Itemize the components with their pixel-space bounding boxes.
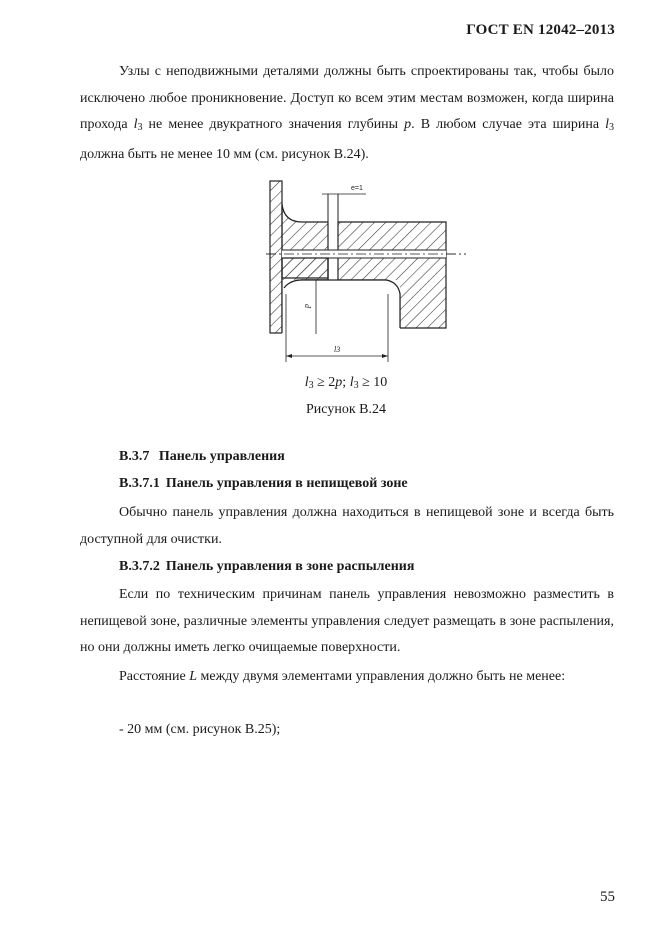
section-title: Панель управления: [158, 449, 285, 464]
technical-drawing: [262, 176, 472, 368]
section-number: В.3.7.1: [119, 476, 160, 491]
variable-l: l: [133, 117, 138, 132]
text-run: должна быть не менее 10 мм (см. рисунок В.24).: [80, 146, 369, 162]
variable-l: l: [605, 117, 610, 132]
section-number: В.3.7: [119, 449, 150, 464]
page-number: 55: [600, 889, 615, 905]
text-run: не менее двукратного значения глубины: [142, 117, 405, 132]
left-plate: [270, 181, 282, 333]
dim-p-label: p: [302, 304, 311, 308]
formula-var: l: [304, 375, 309, 390]
paragraph-b372-1: Если по техническим причинам панель управления невозможно разместить в непищевой зоне, различные элементы управления следует размещать в зоне распыления, но они должны иметь легко очищаемые поверхности.: [80, 587, 614, 655]
document-header: ГОСТ EN 12042–2013: [466, 22, 615, 38]
formula-text: ;: [342, 375, 350, 390]
paragraph-b371: Обычно панель управления должна находиться в непищевой зоне и всегда быть доступной для очистки.: [80, 505, 614, 547]
section-title: Панель управления в зоне распыления: [165, 559, 415, 574]
section-heading-b371: [119, 476, 408, 492]
subscript: 3: [609, 122, 615, 133]
list-item: - 20 мм (см. рисунок В.25);: [119, 722, 281, 737]
variable-p: p: [404, 117, 412, 132]
formula-text: ≥ 2: [313, 375, 336, 390]
text-run: между двумя элементами управления должно быть не менее:: [197, 669, 566, 684]
dim-e-label: e=1: [351, 185, 363, 192]
text-run: . В любом случае эта ширина: [411, 117, 606, 132]
dim-l3-label: l3: [334, 345, 341, 354]
formula-var: p: [335, 375, 343, 390]
variable-L: L: [189, 669, 198, 684]
text-run: Расстояние: [119, 669, 190, 684]
figure-caption: Рисунок В.24: [306, 402, 386, 417]
paragraph-intro: [80, 59, 614, 168]
paragraph-b372-2: [80, 664, 614, 691]
text-run: Узлы с неподвижными деталями должны быть спроектированы так, чтобы было исключено любое проникновение. Доступ ко всем этим местам возможен, когда ширина прохода: [80, 64, 614, 132]
section-number: В.3.7.2: [119, 559, 160, 574]
section-heading-b372: [119, 559, 414, 575]
figure-formula: [0, 375, 661, 391]
subscript: 3: [137, 122, 143, 133]
formula-text: ≥ 10: [358, 375, 388, 390]
formula-sub: 3: [353, 380, 359, 391]
section-heading-b37: [119, 449, 285, 465]
formula-sub: 3: [308, 380, 314, 391]
section-title: Панель управления в непищевой зоне: [165, 476, 408, 491]
formula-var: l: [349, 375, 354, 390]
